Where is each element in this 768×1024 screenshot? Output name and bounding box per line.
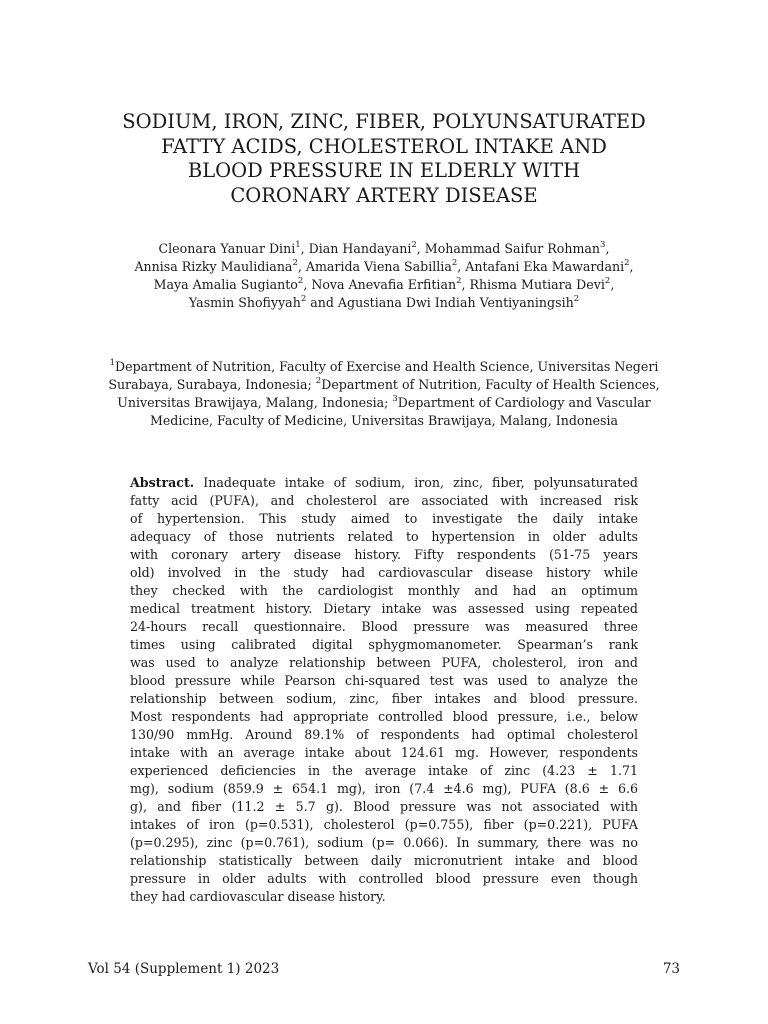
- affiliation-marker: 2: [456, 276, 462, 286]
- author-name: Rhisma Mutiara Devi: [469, 277, 605, 292]
- author-name: Yasmin Shofiyyah: [188, 295, 301, 310]
- affiliation-marker: 1: [109, 358, 116, 368]
- page-number: 73: [662, 961, 680, 977]
- affiliation-text: Medicine, Faculty of Medicine, Universitas Brawijaya, Malang, Indonesia: [149, 413, 619, 428]
- affiliation-text: Universitas Brawijaya, Malang, Indonesia;: [117, 395, 393, 410]
- abstract-line: they checked with the cardiologist monthly and had an optimum: [130, 583, 638, 598]
- author-separator: ,: [605, 241, 610, 256]
- abstract-line: relationship between sodium, zinc, fiber intakes and blood pressure.: [130, 691, 638, 706]
- author-name: Antafani Eka Mawardani: [465, 259, 625, 274]
- abstract-line: was used to analyze relationship between PUFA, cholesterol, iron and: [130, 655, 638, 670]
- abstract-line: old) involved in the study had cardiovascular disease history while: [130, 565, 638, 580]
- abstract: [130, 474, 638, 906]
- affiliations: [90, 358, 678, 430]
- abstract-line: g), and fiber (11.2 ± 5.7 g). Blood pressure was not associated with: [130, 799, 638, 814]
- title-line: BLOOD PRESSURE IN ELDERLY WITH: [187, 159, 581, 182]
- abstract-line: times using calibrated digital sphygmomanometer. Spearman’s rank: [130, 637, 638, 652]
- abstract-line: pressure in older adults with controlled blood pressure even though: [130, 871, 638, 886]
- affiliation-line: [90, 376, 678, 394]
- affiliation-line: [90, 358, 678, 376]
- author-name: Nova Anevafia Erfitian: [311, 277, 457, 292]
- affiliation-line: [90, 394, 678, 412]
- abstract-line: medical treatment history. Dietary intake was assessed using repeated: [130, 601, 638, 616]
- affiliation-marker: 2: [624, 258, 630, 268]
- abstract-line: 24-hours recall questionnaire. Blood pressure was measured three: [130, 619, 638, 634]
- abstract-label: Abstract.: [130, 475, 195, 490]
- abstract-line: (p=0.295), zinc (p=0.761), sodium (p= 0.066). In summary, there was no: [130, 835, 638, 850]
- author-separator: ,: [461, 277, 470, 292]
- abstract-line: of hypertension. This study aimed to investigate the daily intake: [130, 511, 638, 526]
- affiliation-text: Department of Cardiology and Vascular: [397, 395, 651, 410]
- title-line: SODIUM, IRON, ZINC, FIBER, POLYUNSATURATED: [122, 110, 646, 133]
- abstract-line: fatty acid (PUFA), and cholesterol are associated with increased risk: [130, 493, 638, 508]
- abstract-line: they had cardiovascular disease history.: [130, 889, 386, 904]
- affiliation-marker: 2: [604, 276, 611, 286]
- abstract-line: adequacy of those nutrients related to hypertension in older adults: [130, 529, 638, 544]
- author-name: Dian Handayani: [308, 241, 412, 256]
- title-line: FATTY ACIDS, CHOLESTEROL INTAKE AND: [161, 134, 607, 158]
- abstract-text: Inadequate intake of sodium, iron, zinc, fiber, polyunsaturated: [194, 475, 638, 490]
- affiliation-text: Surabaya, Surabaya, Indonesia;: [108, 377, 316, 392]
- author-separator: ,: [300, 241, 309, 256]
- affiliation-marker: 2: [292, 258, 298, 268]
- affiliation-marker: 2: [411, 240, 417, 250]
- author-separator: and: [306, 295, 338, 310]
- author-name: Amarida Viena Sabillia: [305, 259, 452, 274]
- author-name: Cleonara Yanuar Dini: [158, 241, 296, 256]
- abstract-line: intake with an average intake about 124.61 mg. However, respondents: [130, 745, 638, 760]
- affiliation-text: Department of Nutrition, Faculty of Health Sciences,: [321, 377, 660, 392]
- author-separator: ,: [297, 259, 306, 274]
- article-title: [60, 110, 708, 208]
- author-line: [60, 240, 708, 258]
- abstract-line: blood pressure while Pearson chi-squared test was used to analyze the: [130, 673, 638, 688]
- author-separator: ,: [303, 277, 312, 292]
- affiliation-marker: 2: [300, 294, 307, 304]
- affiliation-line: [90, 412, 678, 430]
- affiliation-marker: 2: [573, 294, 580, 304]
- affiliation-marker: 1: [295, 240, 301, 250]
- author-line: [60, 276, 708, 294]
- abstract-line: relationship statistically between daily micronutrient intake and blood: [130, 853, 638, 868]
- affiliation-text: Department of Nutrition, Faculty of Exercise and Health Science, Universitas Negeri: [115, 359, 659, 374]
- abstract-line: mg), sodium (859.9 ± 654.1 mg), iron (7.4 ±4.6 mg), PUFA (8.6 ± 6.6: [130, 781, 638, 796]
- abstract-line: [130, 474, 638, 492]
- affiliation-marker: 2: [297, 276, 304, 286]
- author-name: Agustiana Dwi Indiah Ventiyaningsih: [337, 295, 574, 310]
- author-separator: ,: [629, 259, 634, 274]
- author-name: Mohammad Saifur Rohman: [424, 241, 601, 256]
- affiliation-marker: 2: [315, 376, 322, 386]
- title-line: CORONARY ARTERY DISEASE: [230, 183, 538, 207]
- author-line: [60, 294, 708, 312]
- abstract-line: Most respondents had appropriate controlled blood pressure, i.e., below: [130, 709, 638, 724]
- affiliation-marker: 2: [451, 258, 458, 268]
- author-name: Maya Amalia Sugianto: [153, 277, 298, 292]
- author-line: [60, 258, 708, 276]
- affiliation-marker: 3: [600, 240, 606, 250]
- author-separator: ,: [416, 241, 425, 256]
- abstract-line: intakes of iron (p=0.531), cholesterol (p=0.755), fiber (p=0.221), PUFA: [130, 817, 638, 832]
- journal-volume: Vol 54 (Supplement 1) 2023: [88, 961, 280, 977]
- abstract-line: experienced deficiencies in the average intake of zinc (4.23 ± 1.71: [130, 763, 638, 778]
- affiliation-marker: 3: [392, 394, 398, 404]
- author-separator: ,: [457, 259, 466, 274]
- author-separator: ,: [610, 277, 615, 292]
- author-list: [60, 240, 708, 312]
- abstract-line: with coronary artery disease history. Fifty respondents (51-75 years: [130, 547, 638, 562]
- author-name: Annisa Rizky Maulidiana: [134, 259, 293, 274]
- abstract-line: 130/90 mmHg. Around 89.1% of respondents had optimal cholesterol: [130, 727, 638, 742]
